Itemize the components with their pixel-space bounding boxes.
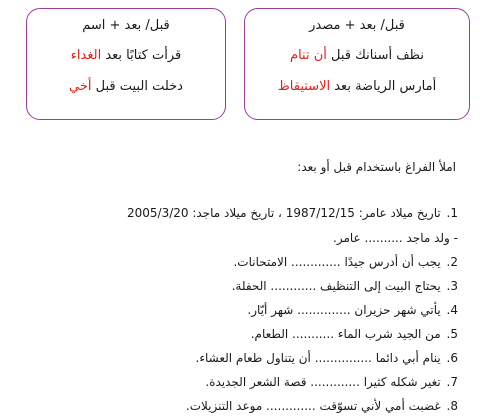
exercise-number: 2. [446, 255, 458, 269]
exercise-text: تاريخ ميلاد عامر: [354, 206, 441, 220]
highlighted-word: الغداء [70, 48, 102, 63]
rule-heading-ism: قبل/ بعد + اسم [82, 18, 170, 33]
example-line [27, 78, 225, 96]
exercise-text: تغير شكله كثيرا ............. قصة الشعر الجديدة. [205, 375, 441, 389]
example-line [27, 47, 225, 65]
exercise-text: ، تاريخ ميلاد ماجد: [188, 206, 282, 220]
exercise-number: 3. [446, 279, 458, 293]
exercise-number: 7. [446, 375, 458, 389]
exercise-number: 4. [446, 303, 458, 317]
date-value: 1987/12/15 [285, 206, 355, 220]
exercise-text: يجب أن أدرس جيدًا ............. الامتحانات. [233, 255, 441, 269]
exercise-item-2 [233, 254, 458, 270]
exercise-subline: - ولد ماجد .......... عامر. [333, 231, 458, 245]
exercise-text: من الجيد شرب الماء ........... الطعام. [250, 327, 441, 341]
exercise-text: يأتي شهر حزيران .............. شهر أيّار. [247, 303, 441, 317]
example-text: أمارس الرياضة بعد [330, 79, 437, 94]
date-value: 2005/3/20 [126, 206, 189, 220]
exercise-item-3 [232, 278, 458, 294]
exercise-item-1 [127, 205, 458, 221]
example-line [245, 47, 469, 65]
exercise-item-4 [247, 302, 458, 318]
exercise-item-5 [251, 326, 458, 342]
example-text: قرأت كتابًا بعد [101, 48, 182, 63]
exercise-text: يحتاج البيت إلى التنظيف ............ الحفلة. [231, 279, 441, 293]
rule-box-ism [26, 8, 226, 120]
exercise-item-8 [186, 398, 458, 414]
highlighted-word: أخي [69, 79, 92, 94]
exercise-instruction: املأ الفراغ باستخدام قبل أو بعد: [297, 160, 456, 174]
example-text: نظف أسنانك قبل [326, 48, 424, 63]
exercise-item-6 [196, 350, 458, 366]
highlighted-word: الاستيقاظ [277, 79, 331, 94]
exercise-number: 8. [446, 399, 458, 413]
exercise-item-7 [205, 374, 458, 390]
exercise-number: 5. [446, 327, 458, 341]
example-text: دخلت البيت قبل [91, 79, 183, 94]
rule-heading-masdar: قبل/ بعد + مصدر [309, 18, 405, 33]
rule-box-masdar [244, 8, 470, 120]
exercise-number: 1. [446, 206, 458, 220]
example-line [245, 78, 469, 96]
exercise-text: غضبت أمي لأني تسوّقت ............. موعد التنزيلات. [185, 399, 441, 413]
exercise-text: ينام أبي دائما ............... أن يتناول طعام العشاء. [195, 351, 441, 365]
exercise-number: 6. [446, 351, 458, 365]
highlighted-word: أن تنام [290, 48, 327, 63]
